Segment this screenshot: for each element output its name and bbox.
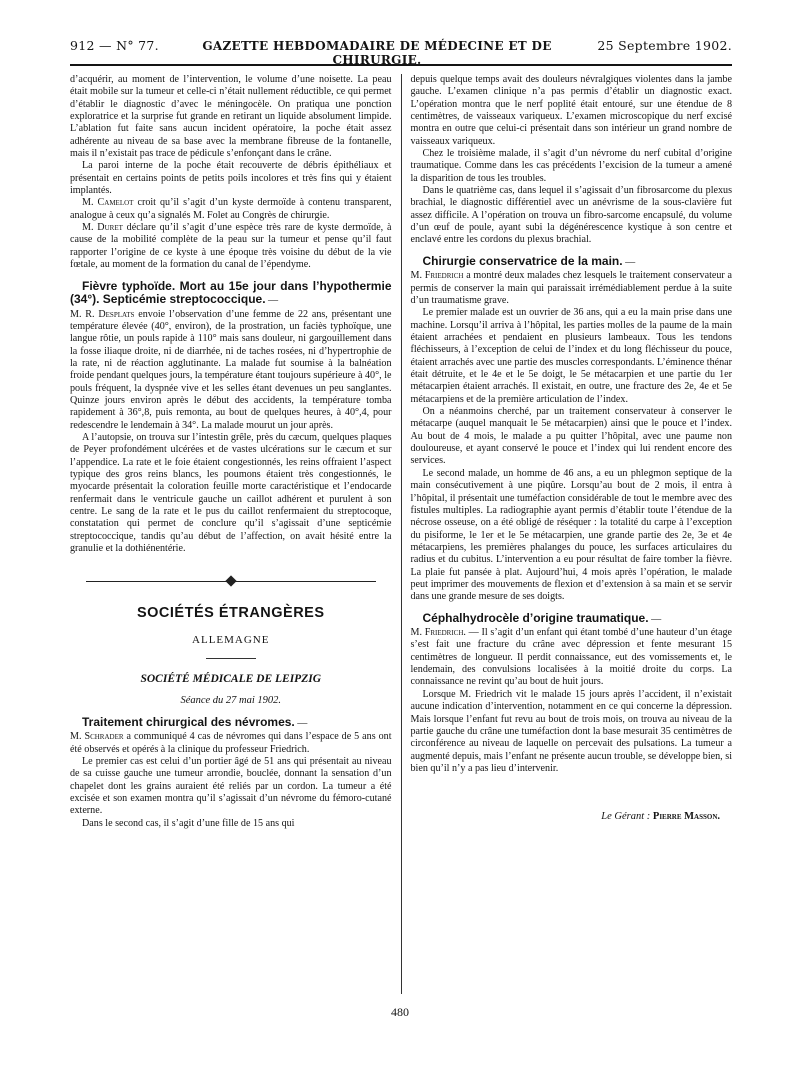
journal-title: GAZETTE HEBDOMADAIRE DE MÉDECINE ET DE CHIRURGIE.: [202, 39, 552, 67]
speaker-name: M. Schrader: [70, 731, 124, 743]
section-banner: SOCIÉTÉS ÉTRANGÈRES: [136, 605, 325, 622]
section-title: Céphalhydrocèle d’origine traumatique.: [422, 610, 649, 625]
speaker-name: M. Friedrich.: [410, 627, 466, 639]
speaker-name: M. Camelot: [82, 197, 134, 209]
paragraph: [70, 197, 392, 222]
section-title: Traitement chirurgical des névromes.: [82, 714, 295, 729]
ornamental-divider: [86, 575, 376, 589]
paragraph: Le premier cas est celui d’un portier âgé de 51 ans qui présentait au niveau de sa cuisse gauche une tumeur arrondie, bouclée, donnant la sensation d’un chapelet dont les grains auraient été reliés par un cordon. La tumeur a été excisée et son examen montra qu’il s’agissait d’un névrome du fémoro-cutané externe.: [70, 755, 392, 817]
paragraph: [70, 309, 392, 432]
diamond-ornament-icon: [225, 576, 236, 587]
two-column-body: [70, 74, 732, 994]
dash: —: [648, 613, 662, 625]
paragraph: Dans le quatrième cas, dans lequel il s’agissait d’un fibrosarcome du plexus brachial, le diagnostic différentiel avec un anévrisme de la sous-clavière fut assez difficile. A l’opération on trouva un fibro-sarcome encapsulé, du volume d’un œuf de poule, ayant subi la dégénérescence kystique à son centre et enclavé entre les cordons du plexus brachial.: [410, 185, 732, 246]
section-heading: [411, 255, 733, 270]
paragraph: On a néanmoins cherché, par un traitement conservateur à conserver le métacarpe (auquel manquait le 5e métacarpien) ainsi que le pouce et l’index. Au bout de 4 mois, le malade a pu quitter l’hôpital, avec une paume non douloureuse, et ayant conservé le pouce et l’index qui lui rendent encore des services.: [410, 406, 732, 467]
dash: —: [622, 256, 636, 268]
manager-label: Le Gérant :: [601, 811, 653, 823]
paragraph: [70, 222, 392, 271]
paragraph: Le second malade, un homme de 46 ans, a eu un phlegmon septique de la main consécutivement à une piqûre. Lorsqu’au bout de 2 mois, il entra à l’hôpital, il présentait une tuméfaction considérable de tout le membre avec des fistules multiples. La radiographie ayant permis d’établir toute l’étendue de la nécrose osseuse, on a été obligé de réséquer : la totalité du carpe à l’exception du pisiforme, le 1er et le 5e métacarpien, une grande partie des 2e, 3e et 4e métacarpiens, les premières phalanges du pouce, les surfaces articulaires du radius et du cubitus. L’intervention a eu pour résultat de faire tomber la fièvre. La plaie fut pansée à plat. Aujourd’hui, 4 mois après l’opération, le malade peut imprimer des mouvements de flexion et d’extension à sa main et se servir dans une grande mesure de ses doigts.: [410, 467, 732, 603]
publisher-signature: [411, 811, 733, 823]
paragraph: [70, 731, 392, 756]
paragraph: La paroi interne de la poche était recouverte de débris épithéliaux et présentait en certains points de petits poils incolores et très fins qui y étaient implantés.: [70, 160, 392, 197]
paragraph: [411, 270, 733, 307]
issue-date: 25 Septembre 1902.: [597, 38, 732, 53]
paragraph: A l’autopsie, on trouva sur l’intestin grêle, près du cæcum, quelques plaques de Peyer profondément ulcérées et de vastes ulcérations sur le cæcum et sur l’appendice. La rate et le foie étaient congestionnés, les reins offraient l’aspect typique des gros reins blancs, les poumons étaient très congestionnés, le myocarde présentait la coloration feuille morte caractéristique et l’endocarde renfermait dans le ventricule gauche un caillot adhérent et purulent à son centre. Le sang de la rate et le pus du caillot renfermaient du streptocoque, constatation qui permet de conclure qu’il s’agissait d’une septicémie streptococcique, tandis qu’au début de l’affection, on avait hésité entre la granulie et la dothiénentérie.: [70, 431, 392, 555]
running-header: [70, 38, 732, 66]
speaker-name: M. Friedrich: [410, 270, 464, 282]
section-heading: [411, 612, 733, 627]
speaker-name: M. Duret: [82, 222, 123, 234]
paragraph: d’acquérir, au moment de l’intervention, le volume d’une noisette. La peau était mobile sur la tumeur et celle-ci n’était nullement réductible, ce qui permet d’établir le diagnostic d’avec le méningocèle. On pratiqua une ponction exploratrice et la surprise fut grande en retirant un liquide absolument limpide. L’ablation fut faite sans aucun incident opératoire, la poche était assez adhérente au niveau de sa base avec la membrane fibreuse de la fontanelle, mais il n’existait pas trace de pédicule s’enfonçant dans le crâne.: [70, 74, 392, 160]
paragraph-text: déclare qu’il s’agit d’une espèce très rare de kyste dermoïde, à cause de la mobilité complète de la peau sur la tumeur et pense qu’il faut rapporter l’origine de ce kyste à une époque très voisine du début de la vie fœtale, au moment de la formation du canal de l’épendyme.: [70, 222, 392, 271]
dash: —: [265, 295, 279, 306]
paragraph: Lorsque M. Friedrich vit le malade 15 jours après l’accident, il n’existait aucune indication d’intervention, notamment en ce qui concerne la dépression. Mais lorsque l’enfant fut revu au bout de trois mois, on trouva au niveau de la partie gauche du crâne une tuméfaction dont la base mesurait 35 centimètres de circonférence au niveau de laquelle on percevait des pulsations. La tumeur a augmenté depuis, mais l’enfant ne présente aucun trouble, se développe bien, si bien qu’il n’y a pas lieu d’intervenir.: [410, 688, 732, 774]
paragraph: Le premier malade est un ouvrier de 36 ans, qui a eu la main prise dans une machine. Lorsqu’il arriva à l’hôpital, les parties molles de la paume de la main étaient arrachées et pendaient en plusieurs lambeaux. Tous les tendons fléchisseurs, à l’exception de celui de l’index et du long fléchisseur du pouce, étaient arrachés avec une partie des muscles correspondants. L’éminence thénar était détruite, et le 4e et le 5e doigt, le 5e métacarpien et une partie du 1er métacarpien étaient arrachés. Il existait, en outre, une fracture des 2e, 4e et 5e métacarpiens et de la première articulation de l’index.: [410, 307, 732, 405]
paragraph-text: a montré deux malades chez lesquels le traitement conservateur a permis de conserver la main qui paraissait irrémédiablement perdue à la suite d’un traumatisme grave.: [410, 270, 733, 306]
manager-name: Pierre Masson.: [652, 811, 720, 823]
paragraph-text: envoie l’observation d’une femme de 22 ans, présentant une température élevée (40°, environ), de la prostration, un faciès typhoïque, une langue rôtie, un pouls rapide à 110° mais sans douleur, ni gargouillement dans la fosse iliaque droite, ni de diarrhée, ni de taches rosées, ni d’hypertrophie de la rate, ni de réaction agglutinante. La malade fut soumise à la balnéation froide pendant quelques jours, la température étant toujours supérieure à 40°, le pouls fréquent, la dyspnée vive et les selles étant devenues un peu sanglantes. Quinze jours environ après le début des accidents, la température tomba rapidement à 36°,8, puis remonta, au bout de quelques heures, à 40°,4, pour redescendre le lendemain à 34°. La malade mourut un jour après.: [70, 308, 392, 431]
paragraph: Chez le troisième malade, il s’agit d’un névrome du nerf cubital d’origine traumatique. Comme dans les cas précédents l’excision de la tumeur a amené la disparition de tous les troubles.: [410, 148, 732, 184]
section-heading: [70, 280, 392, 308]
page-number: 912 — N° 77.: [70, 38, 159, 53]
left-column: [70, 74, 392, 994]
paragraph-text: croit qu’il s’agit d’un kyste dermoïde à contenu transparent, analogue à ceux qu’a signalés M. Folet au Congrès de chirurgie.: [70, 197, 392, 221]
society-name: SOCIÉTÉ MÉDICALE DE LEIPZIG: [140, 673, 322, 686]
session-date: Séance du 27 mai 1902.: [180, 695, 282, 707]
paragraph-text: a communiqué 4 cas de névromes qui dans l’espace de 5 ans ont été observés et opérés à la clinique du professeur Friedrich.: [70, 731, 392, 755]
right-column: [411, 74, 733, 994]
folio-number: 480: [391, 1005, 409, 1019]
paragraph: [411, 627, 733, 689]
section-title: Fièvre typhoïde. Mort au 15e jour dans l’hypothermie (34°). Septicémie streptococcique.: [70, 278, 392, 306]
section-title: Chirurgie conservatrice de la main.: [422, 253, 623, 268]
section-heading: [70, 716, 392, 731]
country-heading: ALLEMAGNE: [192, 633, 270, 646]
speaker-name: M. R. Desplats: [70, 308, 135, 320]
paragraph: depuis quelque temps avait des douleurs névralgiques violentes dans la jambe gauche. L’examen clinique n’a pas permis d’établir un diagnostic exact. L’opération montra que le nerf poplité était entouré, sur une étendue de 8 centimètres, de vaisseaux variqueux. L’examen microscopique du nerf excisé montra en outre que celui-ci présentait dans son intérieur un grand nombre de vaisseaux variqueux.: [410, 74, 732, 147]
paragraph-text: — Il s’agit d’un enfant qui étant tombé d’une hauteur d’un étage s’est fait une fracture du crâne avec dépression et fente mesurant 15 centimètres de longueur. Il perdit connaissance, eut des vomissements et, le lendemain, des convulsions localisées à la moitié droite du corps. La connaissance ne revint qu’au bout de huit jours.: [410, 627, 732, 688]
paragraph: Dans le second cas, il s’agit d’une fille de 15 ans qui: [82, 817, 295, 829]
divider: [206, 658, 256, 659]
column-rule: [401, 74, 402, 994]
dash: —: [294, 717, 308, 729]
